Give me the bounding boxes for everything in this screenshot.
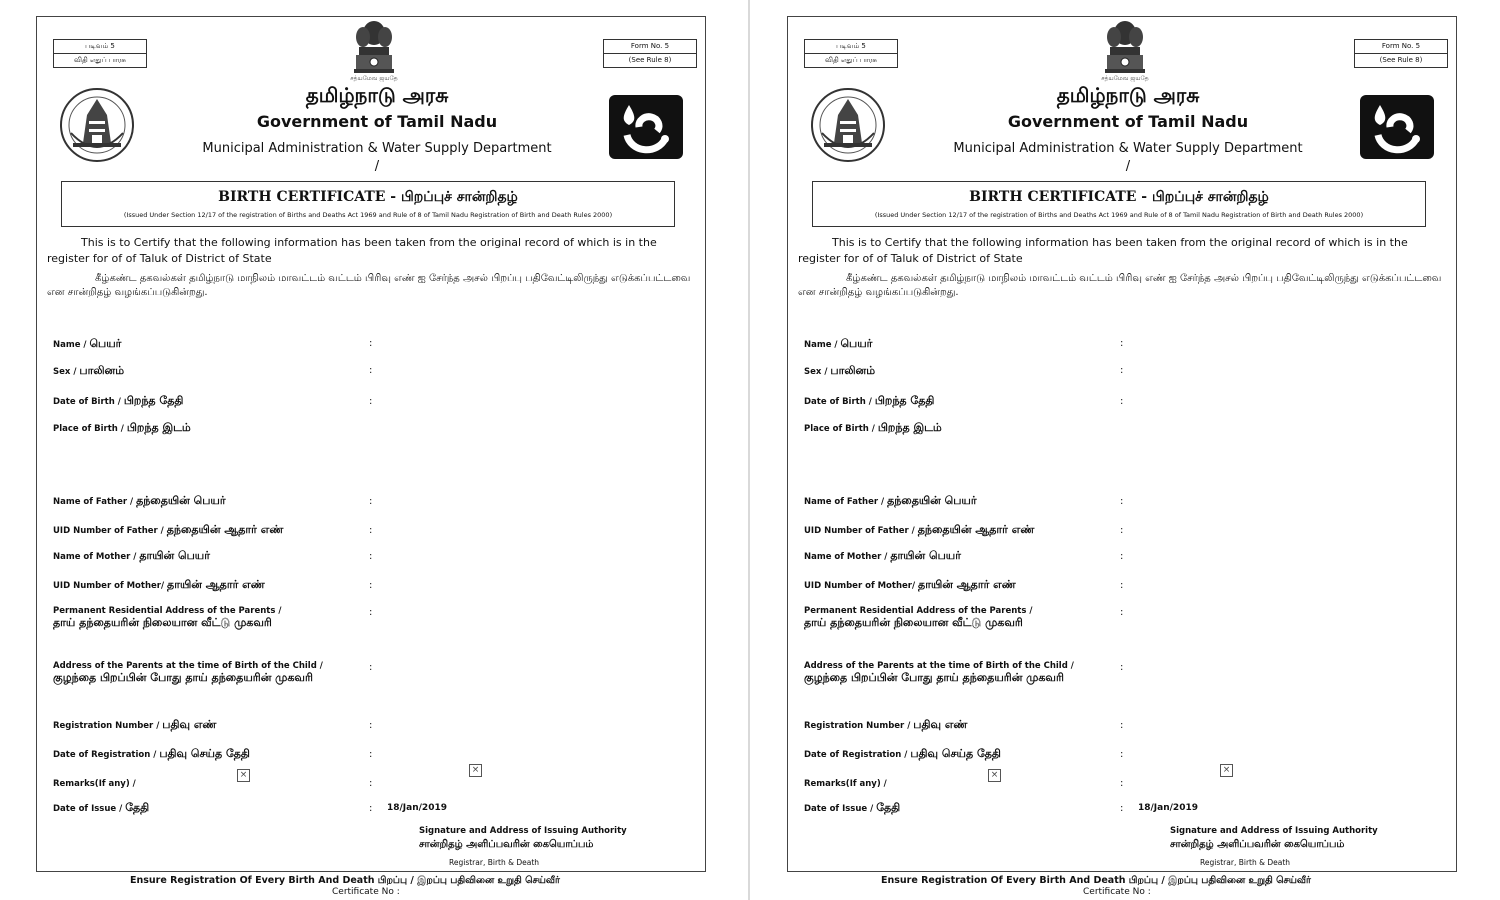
field-colon: :: [369, 803, 373, 814]
field-sex: Sex / பாலினம்: [53, 364, 125, 377]
field-colon: :: [1120, 580, 1124, 591]
emblem-caption: சத்யமேவ ஜயதே: [1101, 75, 1149, 82]
field-colon: :: [369, 338, 373, 349]
field-address-at-birth: Address of the Parents at the time of Birth of the Child / குழந்தை பிறப்பின் போது தாய் தந்தையரின் முகவரி: [804, 661, 1074, 684]
field-colon: :: [369, 580, 373, 591]
field-colon: :: [1120, 338, 1124, 349]
national-emblem-icon: [353, 19, 395, 81]
field-colon: :: [369, 525, 373, 536]
signature-label-tamil: சான்றிதழ் அளிப்பவரின் கையொப்பம்: [419, 839, 594, 850]
field-colon: :: [1120, 749, 1124, 760]
certificate-number-right: Certificate No :: [1083, 887, 1151, 897]
field-date-of-birth: Date of Birth / பிறந்த தேதி: [804, 394, 935, 407]
certificate-legal-reference: (Issued Under Section 12/17 of the registration of Births and Deaths Act 1969 and Rule of 8 of Tamil Nadu Registration of Birth and Death Rules 2000): [123, 211, 613, 219]
field-mother-uid: UID Number of Mother/ தாயின் ஆதார் எண்: [804, 578, 1016, 591]
form-number-box-english: [603, 39, 697, 68]
field-date-of-registration: Date of Registration / பதிவு செய்த தேதி: [804, 747, 1001, 760]
water-supply-logo-icon: [1360, 95, 1434, 159]
form-number-english: Form No. 5: [630, 42, 670, 50]
field-colon: :: [369, 365, 373, 376]
tamil-government-title: தமிழ்நாடு அரசு: [305, 83, 449, 107]
certificate-title-box: [812, 181, 1426, 227]
birth-certificate-right: [787, 16, 1457, 872]
tamil-government-title: தமிழ்நாடு அரசு: [1056, 83, 1200, 107]
field-colon: :: [369, 607, 373, 618]
broken-image-icon: ×: [1220, 764, 1233, 777]
form-number-box-tamil: [53, 39, 147, 68]
rule-number-tamil: விதி எதுப் பாரசு: [54, 53, 146, 67]
emblem-caption: சத்யமேவ ஜயதே: [350, 75, 398, 82]
field-sex: Sex / பாலினம்: [804, 364, 876, 377]
certificate-title: BIRTH CERTIFICATE - பிறப்புச் சான்றிதழ்: [969, 189, 1269, 205]
signature-label-english: Signature and Address of Issuing Authority: [1170, 826, 1378, 836]
field-colon: :: [1120, 803, 1124, 814]
field-permanent-address: Permanent Residential Address of the Parents / தாய் தந்தையரின் நிலையான வீட்டு முகவரி: [804, 606, 1033, 629]
field-colon: :: [1120, 720, 1124, 731]
broken-image-icon: ×: [988, 769, 1001, 782]
field-registration-number: Registration Number / பதிவு எண்: [804, 718, 968, 731]
broken-image-icon: ×: [237, 769, 250, 782]
field-place-of-birth: Place of Birth / பிறந்த இடம்: [53, 421, 191, 434]
field-name: Name / பெயர்: [804, 337, 873, 350]
field-colon: :: [1120, 396, 1124, 407]
field-colon: :: [369, 662, 373, 673]
field-colon: :: [369, 396, 373, 407]
field-colon: :: [369, 720, 373, 731]
field-permanent-address: Permanent Residential Address of the Parents / தாய் தந்தையரின் நிலையான வீட்டு முகவரி: [53, 606, 282, 629]
field-father-uid: UID Number of Father / தந்தையின் ஆதார் எண்: [53, 523, 284, 536]
certification-statement-english: This is to Certify that the following information has been taken from the original record of which is in the register for of of Taluk of District of State: [798, 236, 1408, 265]
form-number-tamil: படிவம் 5: [836, 42, 866, 50]
tamil-nadu-seal-icon: [810, 87, 886, 163]
field-date-of-issue: Date of Issue / தேதி: [804, 801, 901, 814]
english-government-title: Government of Tamil Nadu: [1007, 112, 1249, 131]
field-registration-number: Registration Number / பதிவு எண்: [53, 718, 217, 731]
certificate-title: BIRTH CERTIFICATE - பிறப்புச் சான்றிதழ்: [218, 189, 518, 205]
field-place-of-birth: Place of Birth / பிறந்த இடம்: [804, 421, 942, 434]
field-mother-name: Name of Mother / தாயின் பெயர்: [53, 549, 210, 562]
field-colon: :: [1120, 607, 1124, 618]
signature-label-tamil: சான்றிதழ் அளிப்பவரின் கையொப்பம்: [1170, 839, 1345, 850]
certification-statement-tamil: கீழ்கண்ட தகவல்கள் தமிழ்நாடு மாநிலம் மாவட்டம் வட்டம் பிரிவு எண் ஐ சேர்ந்த அசல் பிறப்பு பதிவேட்டிலிருந்து எடுக்கப்பட்டவை என சான்றிதழ் வழங்கப்படுகின்றது.: [798, 273, 1442, 298]
footer-slogan-right: Ensure Registration Of Every Birth And Death பிறப்பு / இறப்பு பதிவினை உறுதி செய்வீர்: [881, 875, 1311, 886]
field-address-at-birth: Address of the Parents at the time of Birth of the Child / குழந்தை பிறப்பின் போது தாய் தந்தையரின் முகவரி: [53, 661, 323, 684]
form-number-english: Form No. 5: [1381, 42, 1421, 50]
field-remarks: Remarks(If any) /: [804, 779, 887, 789]
field-colon: :: [1120, 365, 1124, 376]
english-government-title: Government of Tamil Nadu: [256, 112, 498, 131]
field-remarks: Remarks(If any) /: [53, 779, 136, 789]
field-date-of-issue: Date of Issue / தேதி: [53, 801, 150, 814]
certificate-legal-reference: (Issued Under Section 12/17 of the registration of Births and Deaths Act 1969 and Rule of 8 of Tamil Nadu Registration of Birth and Death Rules 2000): [874, 211, 1364, 219]
field-colon: :: [369, 496, 373, 507]
field-colon: :: [1120, 496, 1124, 507]
department-name: Municipal Administration & Water Supply Department: [953, 141, 1303, 156]
field-father-name: Name of Father / தந்தையின் பெயர்: [53, 494, 226, 507]
certificate-title-box: [61, 181, 675, 227]
tamil-nadu-seal-icon: [59, 87, 135, 163]
rule-number-english: (See Rule 8): [604, 53, 696, 67]
date-of-issue-value: 18/Jan/2019: [387, 803, 447, 813]
field-colon: :: [369, 778, 373, 789]
field-colon: :: [369, 749, 373, 760]
field-mother-name: Name of Mother / தாயின் பெயர்: [804, 549, 961, 562]
field-name: Name / பெயர்: [53, 337, 122, 350]
rule-number-tamil: விதி எதுப் பாரசு: [805, 53, 897, 67]
broken-image-icon: ×: [469, 764, 482, 777]
field-colon: :: [1120, 662, 1124, 673]
department-separator: /: [1125, 159, 1131, 174]
water-supply-logo-icon: [609, 95, 683, 159]
field-mother-uid: UID Number of Mother/ தாயின் ஆதார் எண்: [53, 578, 265, 591]
department-separator: /: [374, 159, 380, 174]
signature-label-english: Signature and Address of Issuing Authority: [419, 826, 627, 836]
national-emblem-icon: [1104, 19, 1146, 81]
field-father-name: Name of Father / தந்தையின் பெயர்: [804, 494, 977, 507]
date-of-issue-value: 18/Jan/2019: [1138, 803, 1198, 813]
field-father-uid: UID Number of Father / தந்தையின் ஆதார் எண்: [804, 523, 1035, 536]
field-colon: :: [1120, 778, 1124, 789]
registrar-label: Registrar, Birth & Death: [449, 858, 540, 867]
registrar-label: Registrar, Birth & Death: [1200, 858, 1291, 867]
field-colon: :: [1120, 525, 1124, 536]
field-colon: :: [1120, 551, 1124, 562]
field-date-of-registration: Date of Registration / பதிவு செய்த தேதி: [53, 747, 250, 760]
field-date-of-birth: Date of Birth / பிறந்த தேதி: [53, 394, 184, 407]
field-colon: :: [369, 551, 373, 562]
department-name: Municipal Administration & Water Supply Department: [202, 141, 552, 156]
certification-statement-english: This is to Certify that the following information has been taken from the original record of which is in the register for of of Taluk of District of State: [47, 236, 657, 265]
certification-statement-tamil: கீழ்கண்ட தகவல்கள் தமிழ்நாடு மாநிலம் மாவட்டம் வட்டம் பிரிவு எண் ஐ சேர்ந்த அசல் பிறப்பு பதிவேட்டிலிருந்து எடுக்கப்பட்டவை என சான்றிதழ் வழங்கப்படுகின்றது.: [47, 273, 691, 298]
rule-number-english: (See Rule 8): [1355, 53, 1447, 67]
form-number-tamil: படிவம் 5: [85, 42, 115, 50]
page-divider: [748, 0, 750, 900]
footer-slogan-left: Ensure Registration Of Every Birth And Death பிறப்பு / இறப்பு பதிவினை உறுதி செய்வீர்: [130, 875, 560, 886]
form-number-box-english: [1354, 39, 1448, 68]
form-number-box-tamil: [804, 39, 898, 68]
birth-certificate-left: [36, 16, 706, 872]
certificate-number-left: Certificate No :: [332, 887, 400, 897]
